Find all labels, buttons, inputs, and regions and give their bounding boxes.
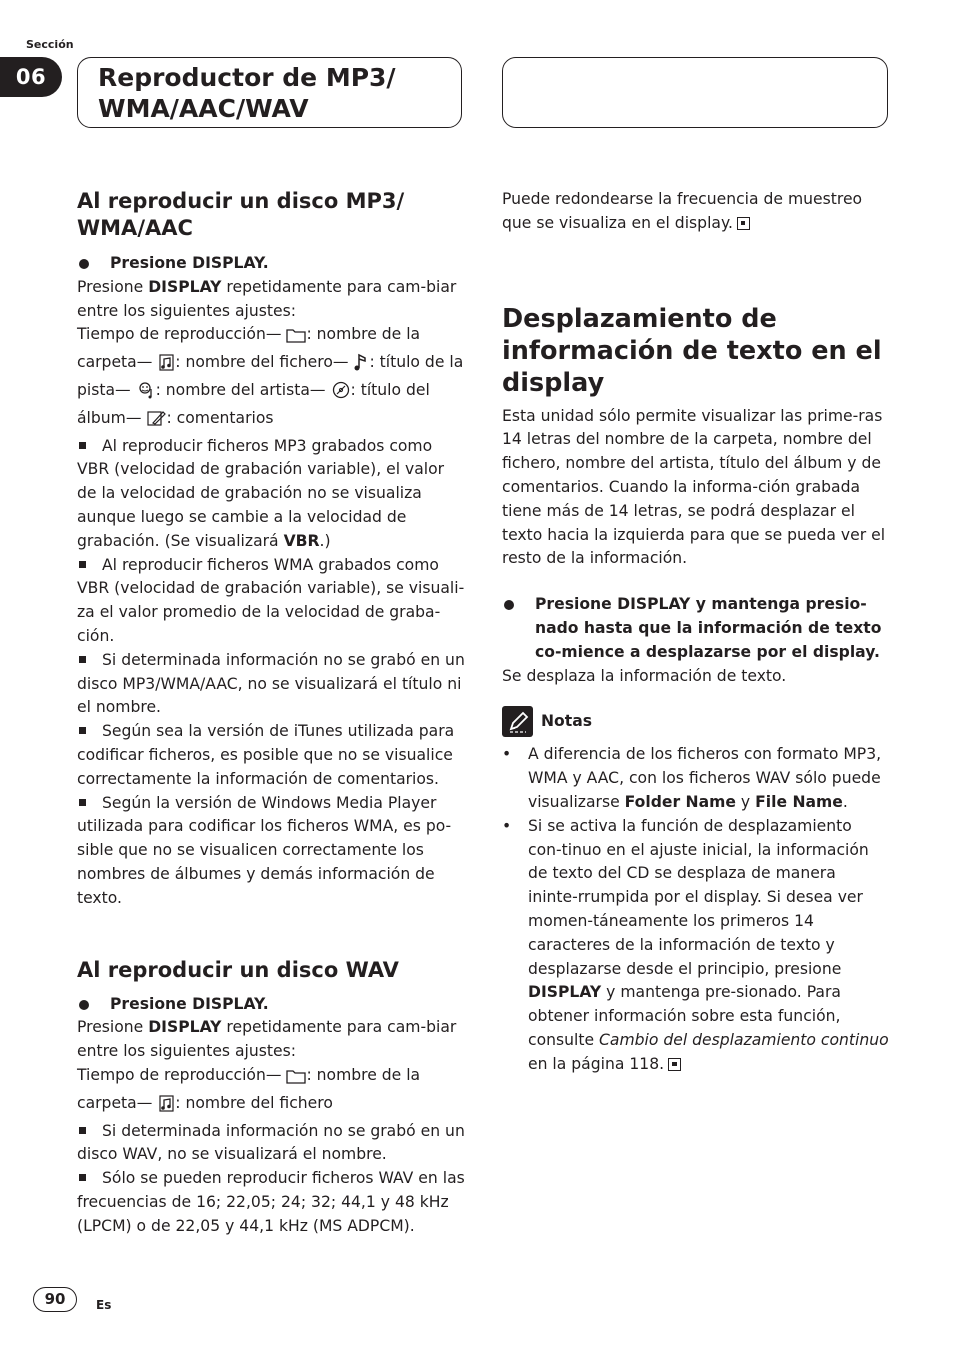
note-square-bullet-icon (79, 1174, 86, 1181)
step-bullet-icon (79, 259, 89, 269)
mp3-note-vbr (77, 435, 465, 554)
wav-setting-file-name: : nombre del fichero (175, 1093, 333, 1112)
note-square-bullet-icon (79, 799, 86, 806)
page-number: 90 (33, 1287, 77, 1312)
notes-1-file-name: File Name (755, 792, 843, 811)
notes-1-e: . (842, 792, 848, 811)
mp3-note-vbr-a: Al reproducir ficheros MP3 grabados como VBR (velocidad de grabación variable), el valor de la velocidad de grabación no se visualiza aunque luego se cambie a la velocidad de grabación. (Se visualizará (77, 436, 445, 550)
wav-note-frequencies (77, 1167, 465, 1238)
scroll-body: Esta unidad sólo permite visualizar las prime-ras 14 letras del nombre de la carpeta, nombre del fichero, nombre del artista, título del álbum y de comentarios. Cuando la informa-ción grabada tiene más de 14 letras, se podrá desplazar el texto hacia la izquierda para que se pueda ver el resto de la información. (502, 406, 886, 568)
notes-1-a: A diferencia de los ficheros con formato MP3, WMA y AAC, con los ficheros WAV sólo puede visualizarse (528, 745, 882, 811)
wav-heading: Al reproducir un disco WAV (77, 957, 399, 982)
section-number-tab: 06 (0, 57, 62, 97)
artist-icon (136, 381, 156, 407)
scroll-result: Se desplaza la información de texto. (502, 666, 787, 685)
mp3-heading-line2: WMA/AAC (77, 216, 193, 240)
mp3-intro-a: Presione (77, 277, 149, 296)
step-bullet-icon (504, 600, 514, 610)
scroll-step-text: Presione DISPLAY y mantenga presio-nado hasta que la información de texto co-mience a desplazarse por el display. (535, 595, 882, 661)
notes-2-display: DISPLAY (528, 983, 602, 1002)
setting-artist-name: : nombre del artista— (155, 380, 326, 399)
mp3-intro-display: DISPLAY (148, 277, 222, 296)
header-empty-box (502, 57, 888, 128)
mp3-note-wmp-text: Según la versión de Windows Media Player utilizada para codificar los ficheros WMA, es po-sible que no se visualicen correctamente los nombres de álbumes y demás información de texto. (77, 793, 452, 907)
wav-setting-folder-name: : nombre de la carpeta— (77, 1065, 421, 1112)
wav-intro-c: repetidamente para cam-biar entre los siguientes ajustes: (77, 1018, 457, 1061)
note-square-bullet-icon (79, 656, 86, 663)
wav-step (77, 993, 465, 1017)
setting-file-name: : nombre del fichero— (175, 353, 349, 372)
notes-list (502, 743, 890, 1076)
left-column (77, 188, 465, 1238)
mp3-heading (77, 188, 465, 242)
note-square-bullet-icon (79, 561, 86, 568)
mp3-step (77, 252, 465, 276)
notes-2-a: Si se activa la función de desplazamiento con-tinuo en el ajuste inicial, la información de texto del CD se desplaza de manera ininte-rrumpida por el display. Si desea ver momen-táneamente los primeros 14 caracteres de la información de texto y desplazarse desde el principio, presione (528, 816, 869, 978)
wav-step-text: Presione DISPLAY. (110, 994, 269, 1013)
sampling-rate-note (502, 188, 890, 236)
wav-setting-playback-time: Tiempo de reproducción— (77, 1065, 282, 1084)
mp3-intro-c: repetidamente para cam-biar entre los siguientes ajustes: (77, 277, 457, 320)
setting-album-title: : título del álbum— (77, 380, 430, 427)
scroll-step (502, 593, 890, 664)
mp3-heading-line1: Al reproducir un disco MP3/ (77, 189, 405, 213)
mp3-note-wma (77, 554, 465, 649)
notes-2-reference-link[interactable]: Cambio del desplazamiento continuo (599, 1030, 889, 1049)
scroll-heading: Desplazamiento de información de texto en el display (502, 303, 882, 398)
mp3-note-missing-info (77, 649, 465, 720)
mp3-note-vbr-c: .) (319, 531, 331, 550)
pencil-icon (502, 706, 533, 737)
file-music-icon (157, 1094, 175, 1120)
wav-intro (77, 1016, 465, 1064)
folder-icon (286, 1068, 306, 1092)
end-mark-icon (668, 1058, 681, 1071)
mp3-note-wmp (77, 792, 465, 911)
right-column (502, 188, 890, 1077)
section-label: Sección (26, 38, 74, 51)
wav-intro-a: Presione (77, 1018, 149, 1037)
notes-1-c: y (735, 792, 756, 811)
setting-playback-time: Tiempo de reproducción— (77, 325, 282, 344)
chapter-title-line1: Reproductor de MP3/ (98, 63, 396, 92)
mp3-step-text: Presione DISPLAY. (110, 254, 269, 272)
end-mark-icon (737, 217, 750, 230)
wav-intro-display: DISPLAY (148, 1018, 222, 1037)
wav-settings-cycle (77, 1064, 465, 1120)
notes-item-continuous-scroll (502, 815, 890, 1077)
notes-2-e: en la página 118. (528, 1054, 665, 1073)
mp3-note-itunes-text: Según sea la versión de iTunes utilizada para codificar ficheros, es posible que no se visualice correctamente la información de comentarios. (77, 722, 455, 788)
wav-note-missing-info (77, 1120, 465, 1168)
note-square-bullet-icon (79, 442, 86, 449)
album-disc-icon (331, 381, 351, 407)
notes-title: Notas (541, 711, 593, 730)
sampling-rate-note-text: Puede redondearse la frecuencia de muestreo que se visualiza en el display. (502, 190, 863, 232)
folder-icon (286, 327, 306, 351)
mp3-note-missing-info-text: Si determinada información no se grabó en un disco MP3/WMA/AAC, no se visualizará el título ni el nombre. (77, 650, 465, 717)
language-code: Es (96, 1298, 112, 1312)
notes-2-c: y mantenga pre-sionado. Para obtener información sobre esta función, consulte (528, 983, 841, 1049)
notes-item-wav-names (502, 743, 890, 814)
setting-comments: : comentarios (166, 408, 274, 427)
chapter-title-line2: WMA/AAC/WAV (98, 94, 309, 123)
track-note-icon (353, 353, 369, 379)
note-square-bullet-icon (79, 1127, 86, 1134)
wav-note-missing-info-text: Si determinada información no se grabó en un disco WAV, no se visualizará el nombre. (77, 1121, 465, 1164)
mp3-note-vbr-b: VBR (283, 531, 320, 550)
wav-note-frequencies-text: Sólo se pueden reproducir ficheros WAV en las frecuencias de 16; 22,05; 24; 32; 44,1 y 48 kHz (LPCM) o de 22,05 y 44,1 kHz (MS ADPCM). (77, 1169, 465, 1235)
mp3-settings-cycle (77, 323, 465, 434)
chapter-title-box (77, 57, 462, 128)
step-bullet-icon (79, 1000, 89, 1010)
mp3-note-itunes (77, 720, 465, 791)
notes-1-folder-name: Folder Name (624, 792, 736, 811)
setting-track-title: : título de la pista— (77, 353, 464, 399)
note-square-bullet-icon (79, 727, 86, 734)
file-music-icon (157, 353, 175, 379)
mp3-note-wma-text: Al reproducir ficheros WMA grabados como VBR (velocidad de grabación variable), se visuali-za el valor promedio de la velocidad de graba-ción. (77, 555, 465, 645)
setting-folder-name: : nombre de la carpeta— (77, 325, 421, 372)
mp3-intro (77, 276, 465, 324)
comment-icon (146, 409, 166, 435)
notes-header (502, 706, 890, 737)
